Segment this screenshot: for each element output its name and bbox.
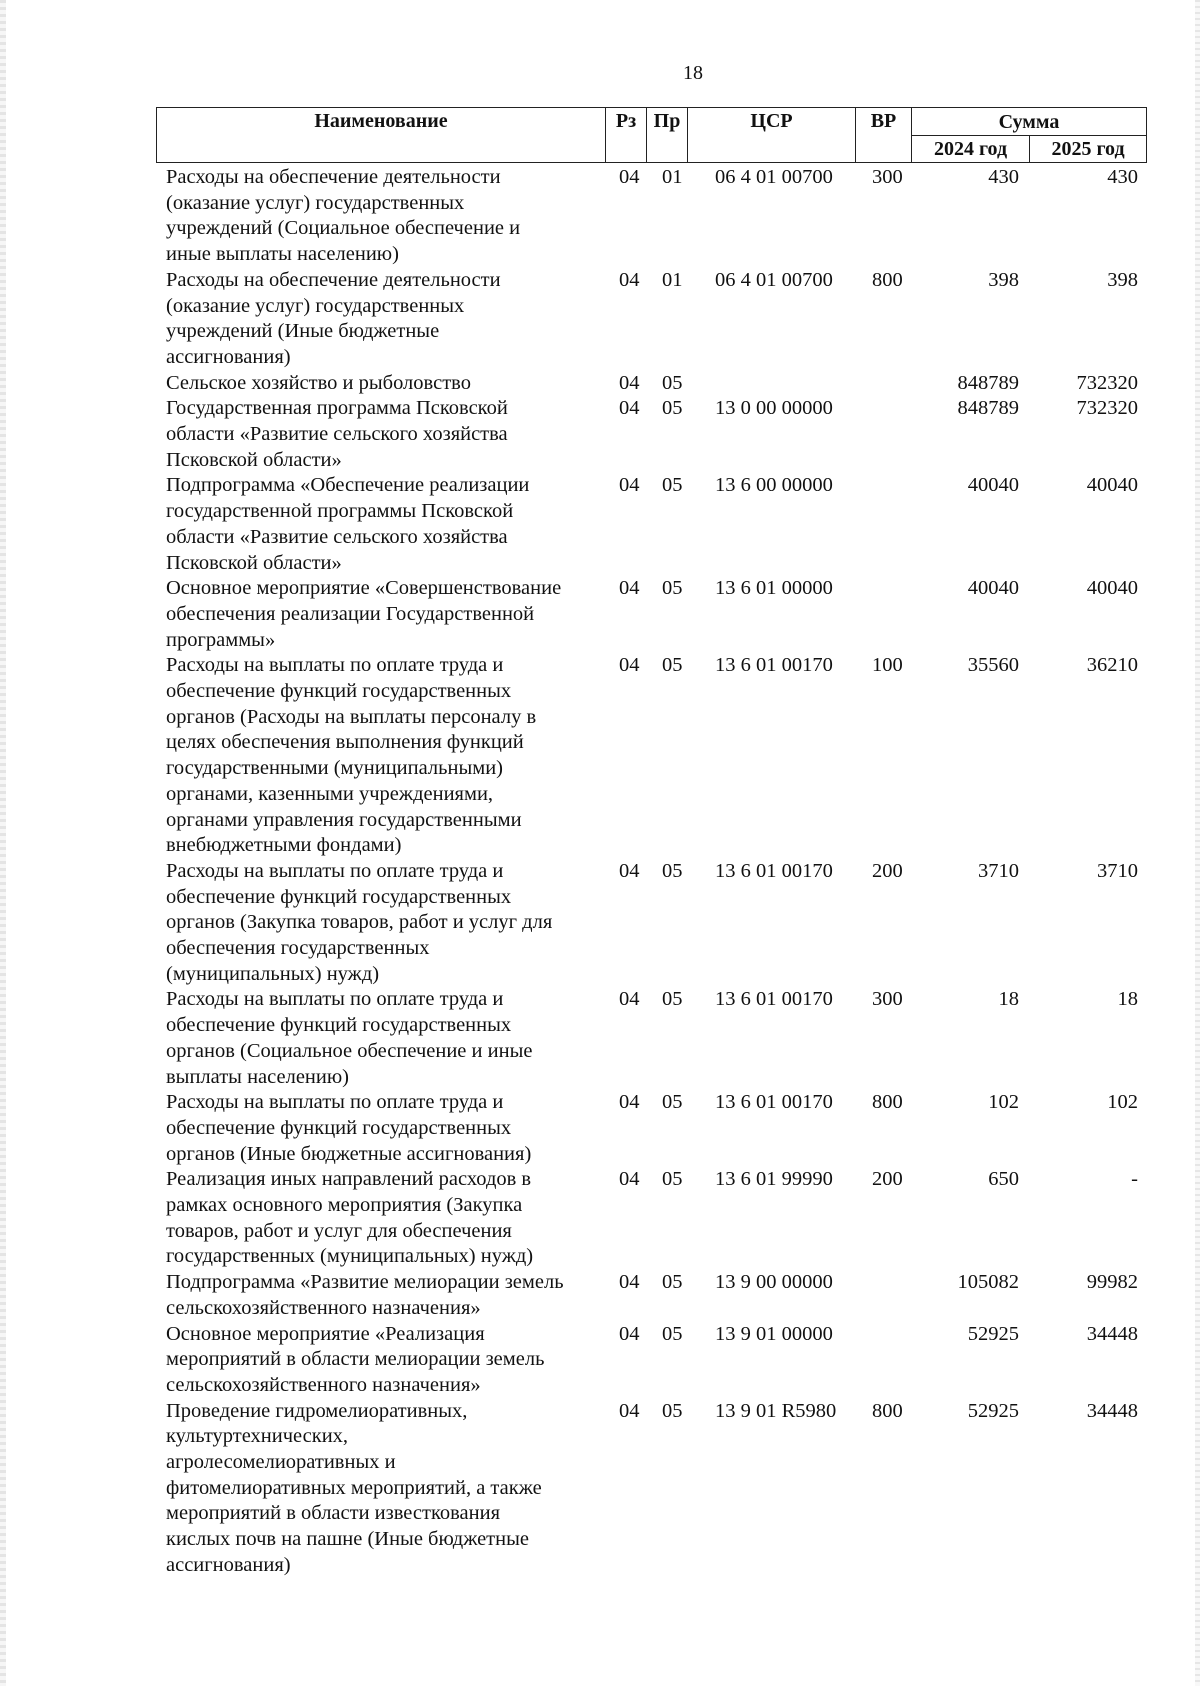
- row-pr: 05: [662, 859, 683, 882]
- row-sum-2024: 40040: [967, 577, 1019, 600]
- row-sum-2025: 99982: [1086, 1271, 1138, 1294]
- header-sum: Сумма: [911, 107, 1147, 136]
- header-pr: Пр: [646, 107, 688, 163]
- row-csr: 06 4 01 00700: [715, 268, 833, 291]
- row-name-line: Расходы на выплаты по оплате труда и: [166, 988, 504, 1011]
- row-name-line: внебюджетными фондами): [166, 834, 402, 857]
- row-name-line: Псковской области»: [166, 448, 342, 471]
- row-name-line: Подпрограмма «Развитие мелиорации земель: [166, 1271, 564, 1294]
- row-name: [166, 371, 606, 397]
- table-row: [0, 859, 1200, 988]
- table-row: [0, 576, 1200, 653]
- row-name-line: органов (Закупка товаров, работ и услуг для: [166, 911, 553, 934]
- table-row: [0, 987, 1200, 1090]
- header-vr: ВР: [855, 107, 912, 163]
- row-rz: 04: [619, 397, 640, 420]
- row-vr: 200: [872, 1168, 903, 1191]
- row-pr: 01: [662, 166, 683, 188]
- header-year-2025: 2025 год: [1029, 135, 1147, 163]
- header-year-2024: 2024 год: [911, 135, 1030, 163]
- row-vr: 800: [872, 1091, 903, 1114]
- row-vr: 200: [872, 859, 903, 882]
- row-sum-2024: 3710: [978, 859, 1019, 882]
- row-vr: 800: [872, 1399, 903, 1422]
- row-name-line: органов (Социальное обеспечение и иные: [166, 1039, 533, 1062]
- row-name: [166, 1322, 606, 1399]
- row-name-line: выплаты населению): [166, 1065, 350, 1088]
- row-csr: 13 6 01 00000: [715, 577, 833, 600]
- row-name-line: Сельское хозяйство и рыболовство: [166, 371, 471, 394]
- row-name-line: Расходы на обеспечение деятельности: [166, 166, 501, 188]
- row-name: [166, 473, 606, 576]
- row-sum-2025: 18: [1117, 988, 1138, 1011]
- row-name-line: органами, казенными учреждениями,: [166, 782, 494, 805]
- row-rz: 04: [619, 1091, 640, 1114]
- row-sum-2025: 398: [1107, 268, 1138, 291]
- row-sum-2025: 34448: [1086, 1399, 1138, 1422]
- row-name-line: Расходы на выплаты по оплате труда и: [166, 1091, 504, 1114]
- row-rz: 04: [619, 166, 640, 188]
- header-rz: Рз: [605, 107, 647, 163]
- row-rz: 04: [619, 1399, 640, 1422]
- row-sum-2024: 35560: [967, 654, 1019, 677]
- row-name-line: Псковской области»: [166, 551, 342, 574]
- table-row: [0, 1270, 1200, 1321]
- row-name-line: обеспечение функций государственных: [166, 885, 512, 908]
- row-name-line: области «Развитие сельского хозяйства: [166, 525, 508, 548]
- table-row: [0, 268, 1200, 371]
- row-name: [166, 1090, 606, 1167]
- row-rz: 04: [619, 1322, 640, 1345]
- page-number: 18: [683, 62, 703, 84]
- row-sum-2024: 430: [988, 166, 1019, 188]
- row-name-line: (оказание услуг) государственных: [166, 294, 465, 317]
- row-name: [166, 1167, 606, 1270]
- row-name-line: Расходы на выплаты по оплате труда и: [166, 859, 504, 882]
- row-rz: 04: [619, 268, 640, 291]
- row-rz: 04: [619, 654, 640, 677]
- header-csr: ЦСР: [687, 107, 856, 163]
- row-name-line: обеспечения реализации Государственной: [166, 602, 535, 625]
- row-pr: 05: [662, 1168, 683, 1191]
- row-sum-2025: 40040: [1086, 577, 1138, 600]
- row-sum-2025: 36210: [1086, 654, 1138, 677]
- row-pr: 05: [662, 371, 683, 394]
- row-name: [166, 396, 606, 473]
- row-name-line: Расходы на выплаты по оплате труда и: [166, 654, 504, 677]
- row-pr: 05: [662, 1322, 683, 1345]
- row-name: [166, 653, 606, 859]
- row-name: [166, 268, 606, 371]
- row-sum-2024: 40040: [967, 474, 1019, 497]
- row-name-line: государственными (муниципальными): [166, 757, 503, 780]
- row-sum-2024: 18: [998, 988, 1019, 1011]
- row-sum-2024: 52925: [967, 1322, 1019, 1345]
- row-sum-2024: 52925: [967, 1399, 1019, 1422]
- header-name: Наименование: [156, 107, 606, 163]
- row-name-line: области «Развитие сельского хозяйства: [166, 423, 508, 445]
- row-name-line: агролесомелиоративных и: [166, 1451, 396, 1473]
- row-pr: 05: [662, 988, 683, 1011]
- row-sum-2025: 430: [1107, 166, 1138, 188]
- table-row: [0, 165, 1200, 268]
- row-csr: 13 6 01 00170: [715, 654, 833, 677]
- row-sum-2025: 732320: [1076, 371, 1138, 394]
- row-vr: 100: [872, 654, 903, 677]
- row-name: [166, 987, 606, 1090]
- row-name-line: органов (Иные бюджетные ассигнования): [166, 1142, 532, 1165]
- row-name-line: (муниципальных) нужд): [166, 962, 380, 985]
- row-sum-2024: 650: [988, 1168, 1019, 1191]
- table-row: [0, 653, 1200, 859]
- row-name-line: мероприятий в области мелиорации земель: [166, 1348, 545, 1371]
- row-rz: 04: [619, 859, 640, 882]
- table-header: [156, 107, 1147, 163]
- row-sum-2025: 34448: [1086, 1322, 1138, 1345]
- row-name-line: товаров, работ и услуг для обеспечения: [166, 1219, 512, 1242]
- row-pr: 01: [662, 268, 683, 291]
- row-name-line: учреждений (Иные бюджетные: [166, 320, 440, 343]
- row-name-line: культуртехнических,: [166, 1425, 349, 1448]
- row-sum-2025: 3710: [1097, 859, 1138, 882]
- row-name-line: кислых почв на пашне (Иные бюджетные: [166, 1528, 529, 1551]
- row-name-line: (оказание услуг) государственных: [166, 191, 465, 214]
- row-sum-2025: -: [1131, 1168, 1138, 1191]
- row-vr: 300: [872, 166, 903, 188]
- row-name-line: Основное мероприятие «Реализация: [166, 1322, 485, 1345]
- table-row: [0, 396, 1200, 473]
- row-csr: 06 4 01 00700: [715, 166, 833, 188]
- row-name-line: иные выплаты населению): [166, 243, 399, 266]
- row-csr: 13 9 00 00000: [715, 1271, 833, 1294]
- row-rz: 04: [619, 577, 640, 600]
- row-pr: 05: [662, 474, 683, 497]
- row-sum-2025: 102: [1107, 1091, 1138, 1114]
- row-name: [166, 165, 606, 268]
- row-name-line: органов (Расходы на выплаты персоналу в: [166, 705, 537, 728]
- row-vr: 300: [872, 988, 903, 1011]
- row-name-line: Основное мероприятие «Совершенствование: [166, 577, 562, 600]
- row-name-line: обеспечение функций государственных: [166, 1116, 512, 1139]
- row-csr: 13 6 01 00170: [715, 1091, 833, 1114]
- row-rz: 04: [619, 371, 640, 394]
- row-name-line: мероприятий в области известкования: [166, 1502, 501, 1525]
- row-name-line: обеспечение функций государственных: [166, 1014, 512, 1037]
- row-name-line: обеспечения государственных: [166, 937, 430, 959]
- row-name-line: Проведение гидромелиоративных,: [166, 1399, 468, 1422]
- row-rz: 04: [619, 988, 640, 1011]
- row-csr: 13 6 00 00000: [715, 474, 833, 497]
- row-name-line: сельскохозяйственного назначения»: [166, 1373, 481, 1396]
- row-sum-2024: 848789: [957, 371, 1019, 394]
- row-rz: 04: [619, 1168, 640, 1191]
- row-name-line: обеспечение функций государственных: [166, 680, 512, 702]
- row-name-line: Расходы на обеспечение деятельности: [166, 268, 501, 291]
- row-name-line: целях обеспечения выполнения функций: [166, 731, 524, 754]
- row-sum-2024: 102: [988, 1091, 1019, 1114]
- table-row: [0, 1399, 1200, 1579]
- row-sum-2024: 848789: [957, 397, 1019, 420]
- row-name: [166, 1399, 606, 1579]
- row-name-line: государственной программы Псковской: [166, 500, 514, 523]
- row-name-line: ассигнования): [166, 1553, 291, 1576]
- row-csr: 13 9 01 R5980: [715, 1399, 837, 1422]
- table-row: [0, 473, 1200, 576]
- row-pr: 05: [662, 577, 683, 600]
- row-sum-2024: 105082: [957, 1271, 1019, 1294]
- row-pr: 05: [662, 397, 683, 420]
- row-csr: 13 6 01 00170: [715, 988, 833, 1011]
- row-csr: 13 6 01 00170: [715, 859, 833, 882]
- row-name-line: учреждений (Социальное обеспечение и: [166, 217, 521, 240]
- row-vr: 800: [872, 268, 903, 291]
- row-name-line: органами управления государственными: [166, 808, 522, 831]
- row-name-line: Подпрограмма «Обеспечение реализации: [166, 474, 530, 497]
- table-row: [0, 1322, 1200, 1399]
- row-name-line: Государственная программа Псковской: [166, 397, 508, 420]
- row-name-line: ассигнования): [166, 345, 291, 368]
- row-csr: 13 6 01 99990: [715, 1168, 833, 1191]
- row-sum-2025: 732320: [1076, 397, 1138, 420]
- row-csr: 13 0 00 00000: [715, 397, 833, 420]
- row-sum-2025: 40040: [1086, 474, 1138, 497]
- table-row: [0, 1090, 1200, 1167]
- row-name: [166, 576, 606, 653]
- row-name-line: программы»: [166, 628, 276, 651]
- row-rz: 04: [619, 1271, 640, 1294]
- row-name: [166, 1270, 606, 1321]
- table-row: [0, 1167, 1200, 1270]
- row-name-line: сельскохозяйственного назначения»: [166, 1296, 481, 1319]
- row-name-line: фитомелиоративных мероприятий, а также: [166, 1476, 542, 1499]
- row-pr: 05: [662, 654, 683, 677]
- row-pr: 05: [662, 1091, 683, 1114]
- row-pr: 05: [662, 1399, 683, 1422]
- row-name-line: государственных (муниципальных) нужд): [166, 1245, 534, 1268]
- table-row: [0, 371, 1200, 397]
- row-name: [166, 859, 606, 988]
- row-name-line: Реализация иных направлений расходов в: [166, 1168, 532, 1191]
- row-csr: 13 9 01 00000: [715, 1322, 833, 1345]
- row-pr: 05: [662, 1271, 683, 1294]
- row-sum-2024: 398: [988, 268, 1019, 291]
- row-rz: 04: [619, 474, 640, 497]
- row-name-line: рамках основного мероприятия (Закупка: [166, 1194, 523, 1216]
